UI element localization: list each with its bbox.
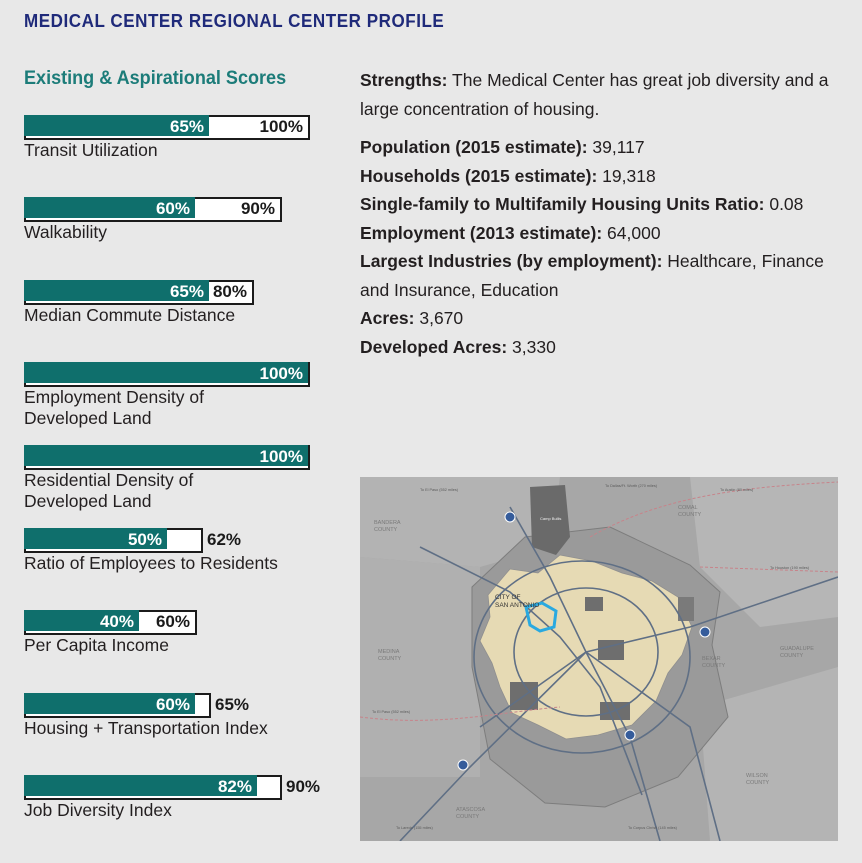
camp-bullis-label: Camp Bullis [540,516,562,521]
page-title: MEDICAL CENTER REGIONAL CENTER PROFILE [24,10,445,31]
aspirational-score-value: 62% [207,530,242,549]
existing-score-value: 100% [259,447,303,466]
road-destination-label: To Laredo (155 miles) [396,826,433,830]
score-bar [24,528,278,553]
road-destination-label: To Austin (80 miles) [720,488,754,492]
existing-score-value: 50% [127,530,162,549]
score-item [24,528,278,574]
industries-line [360,247,850,304]
score-label [24,387,204,429]
existing-score-value: 60% [155,199,190,218]
score-label [24,222,107,243]
score-label [24,305,235,326]
score-label [24,470,193,512]
score-label-line: Job Diversity Index [24,800,172,820]
medina-area [360,557,480,777]
road-destination-label: To El Paso (552 miles) [372,710,410,714]
aspirational-score-value: 60% [155,612,190,631]
aspirational-score-value: 80% [212,282,247,301]
acres-line [360,304,850,333]
existing-score-value: 65% [169,282,204,301]
score-label-line: Walkability [24,222,107,242]
score-item [24,115,303,161]
airport-area [585,597,603,611]
road-destination-label: To El Paso (552 miles) [420,488,458,492]
county-label: BEXAR [702,656,721,662]
ratio-line [360,190,850,219]
score-label [24,800,172,821]
aspirational-score-value: 90% [286,777,321,796]
aspirational-score-value: 100% [259,117,303,136]
developed-acres-value: 3,330 [507,336,556,357]
aspirational-score-value: 90% [240,199,275,218]
score-label-line: Per Capita Income [24,635,169,655]
aspirational-score-value: 65% [215,695,250,714]
score-item [24,362,303,429]
county-label: COMAL [678,505,698,511]
region-map [360,477,838,841]
ratio-value: 0.08 [764,194,804,214]
score-bar [24,445,303,470]
strengths-value: The Medical Center has great job diversity and a large concentration of housing. [360,70,829,119]
highway-shield-icon [625,730,635,740]
highway-shield-icon [505,512,515,522]
score-label-line: Developed Land [24,408,152,428]
county-label: ATASCOSA [456,807,486,813]
county-label: COUNTY [746,780,770,786]
score-label-line: Employment Density of [24,387,204,407]
existing-score-value: 82% [217,777,252,796]
county-label: BANDERA [374,520,401,526]
score-label-line: Transit Utilization [24,140,158,160]
score-bar [24,280,247,305]
road-destination-label: To Houston (190 miles) [770,566,810,570]
score-item [24,610,190,656]
acres-label: Acres: [360,308,415,328]
score-label [24,718,268,739]
population-label: Population (2015 estimate): [360,137,588,157]
score-label-line: Residential Density of [24,470,194,490]
score-item [24,197,275,243]
score-bar [24,362,303,387]
existing-score-value: 40% [99,612,134,631]
facts-panel [360,66,850,361]
employment-value: 64,000 [602,222,661,243]
industries-label: Largest Industries (by employment): [360,251,663,271]
score-label [24,140,158,161]
acres-value: 3,670 [414,308,464,328]
score-item [24,775,321,821]
score-bar [24,115,303,140]
county-label: COUNTY [456,814,480,820]
county-label: COUNTY [702,663,726,669]
developed-acres-line [360,333,850,362]
score-item [24,280,247,326]
ratio-label: Single-family to Multifamily Housing Units Ratio: [360,194,765,214]
section-title: Existing & Aspirational Scores [24,68,287,89]
households-label: Households (2015 estimate): [360,165,598,186]
county-label: COUNTY [678,512,702,518]
households-line [360,162,850,191]
score-label-line: Housing + Transportation Index [24,718,268,738]
county-label: COUNTY [378,656,402,662]
road-destination-label: To Dallas/Ft. Worth (270 miles) [605,484,658,488]
population-value: 39,117 [587,137,645,157]
score-bar [24,610,190,635]
score-item [24,445,303,512]
city-label-2: SAN ANTONIO [495,602,540,609]
score-label [24,553,278,574]
highway-shield-icon [458,760,468,770]
strengths-text [360,66,850,124]
existing-score-value: 100% [259,364,303,383]
county-label: COUNTY [780,653,804,659]
households-value: 19,318 [597,165,656,186]
score-label-line: Median Commute Distance [24,305,236,325]
population-line [360,133,850,162]
city-label-1: CITY OF [495,594,521,601]
road-destination-label: To Corpus Christi (145 miles) [628,826,677,830]
county-label: WILSON [746,773,768,779]
industries-value: Healthcare, Finance and Insurance, Education [360,251,824,300]
score-label-line: Ratio of Employees to Residents [24,553,278,573]
existing-score-value: 65% [169,117,204,136]
score-label-line: Developed Land [24,491,152,511]
highway-shield-icon [700,627,710,637]
score-bar [24,197,275,222]
existing-score-value: 60% [155,695,190,714]
employment-label: Employment (2013 estimate): [360,222,603,243]
score-bar [24,693,268,718]
county-label: GUADALUPE [780,646,814,652]
county-label: COUNTY [374,527,398,533]
score-label [24,635,169,656]
region-map-svg [360,477,838,841]
employment-line [360,219,850,248]
score-bar [24,775,321,800]
county-label: MEDINA [378,649,400,655]
score-item [24,693,268,739]
strengths-label: Strengths: [360,70,448,90]
developed-acres-label: Developed Acres: [360,336,508,357]
